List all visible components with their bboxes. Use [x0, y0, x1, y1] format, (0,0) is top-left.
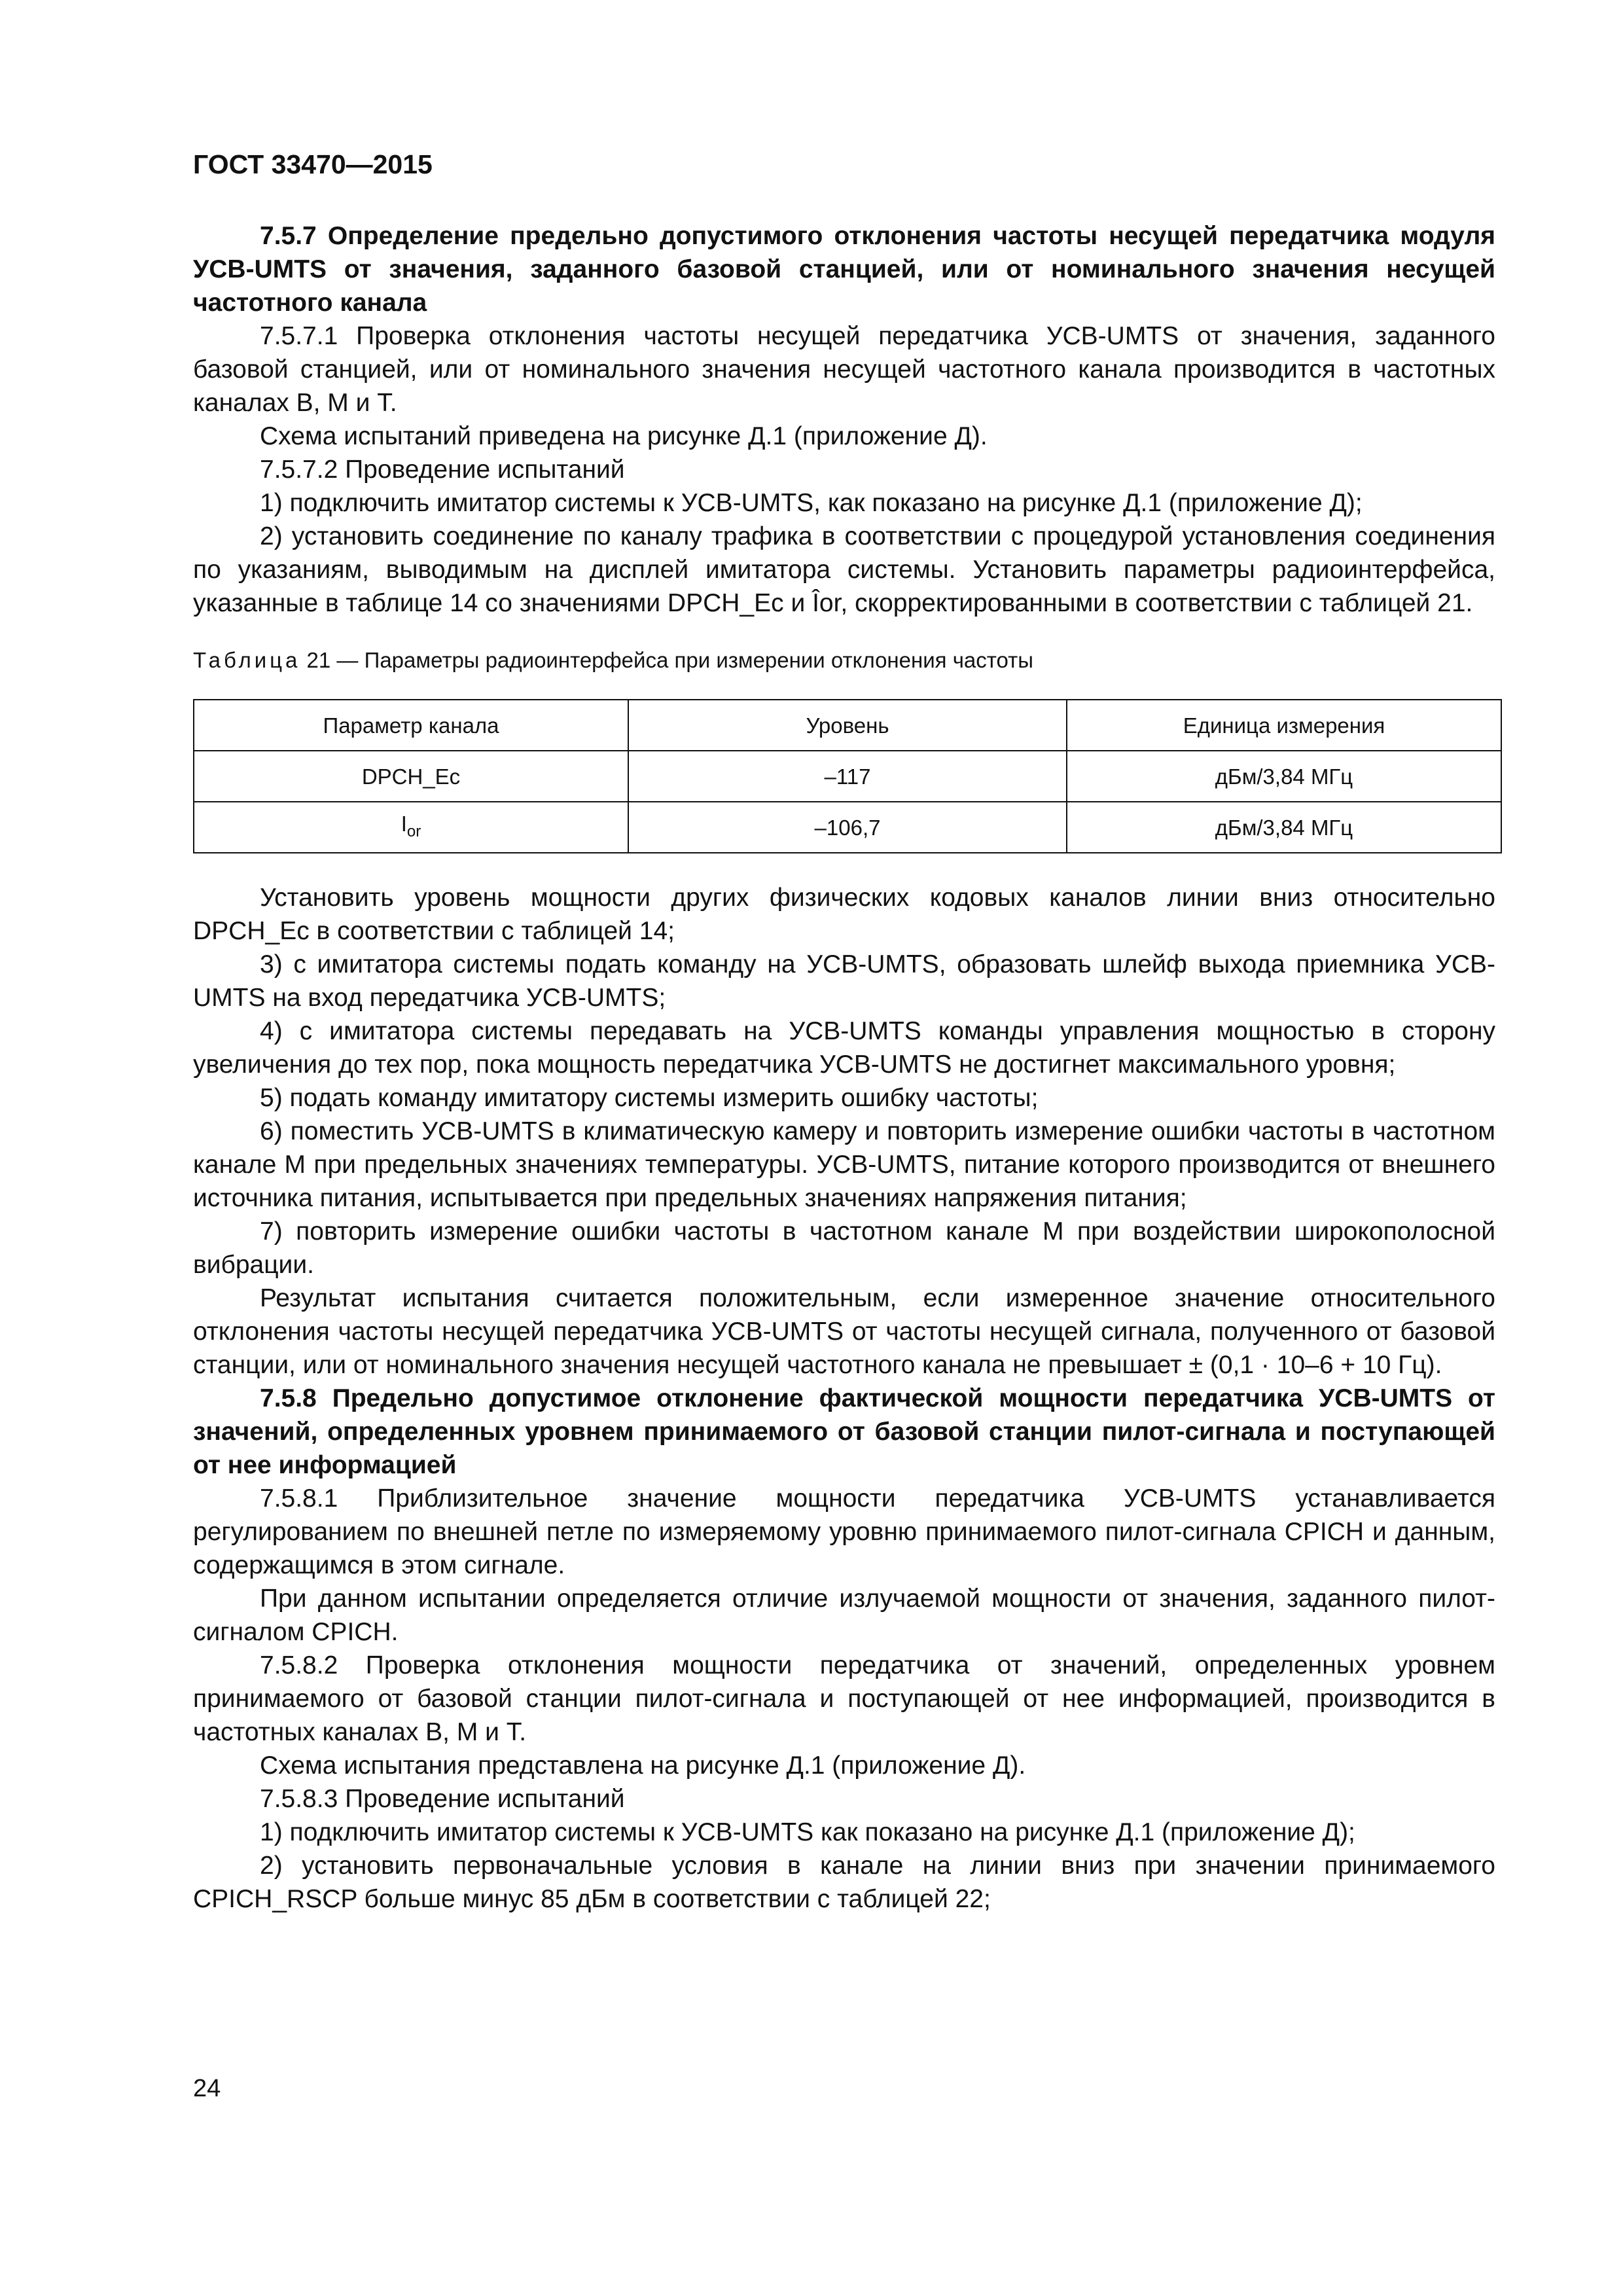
paragraph: 1) подключить имитатор системы к УСВ-UMTS, как показано на рисунке Д.1 (приложение Д);	[260, 489, 1363, 517]
table-caption-word: Таблица	[193, 648, 301, 672]
paragraph: 7.5.8.2 Проверка отклонения мощности передатчика от значений, определенных уровнем принимаемого от базовой станции пилот-сигнала и поступающей от нее информацией, производится в частотных каналах B, M и T.	[193, 1651, 1495, 1746]
paragraph: Схема испытаний приведена на рисунке Д.1 (приложение Д).	[260, 422, 988, 450]
paragraph: 7.5.7.2 Проведение испытаний	[260, 456, 625, 484]
table-header-row	[194, 700, 1501, 751]
table-cell-param	[194, 802, 628, 853]
page-content	[193, 219, 1495, 1916]
table-caption-text: 21 — Параметры радиоинтерфейса при измерении отклонения частоты	[300, 648, 1033, 672]
section-heading-7-5-8: 7.5.8 Предельно допустимое отклонение фактической мощности передатчика УСВ-UMTS от значений, определенных уровнем принимаемого от базовой станции пилот-сигнала и поступающей от нее информацией	[193, 1384, 1495, 1479]
paragraph: 1) подключить имитатор системы к УСВ-UMTS как показано на рисунке Д.1 (приложение Д);	[260, 1818, 1355, 1846]
paragraph: 2) установить первоначальные условия в канале на линии вниз при значении принимаемого CPICH_RSCP больше минус 85 дБм в соответствии с таблицей 22;	[193, 1852, 1495, 1913]
paragraph: 7) повторить измерение ошибки частоты в частотном канале M при воздействии широкополосной вибрации.	[193, 1217, 1495, 1279]
param-subscript: or	[406, 822, 421, 840]
table-cell-unit: дБм/3,84 МГц	[1067, 751, 1501, 802]
paragraph: Установить уровень мощности других физических кодовых каналов линии вниз относительно DPCH_Ec в соответствии с таблицей 14;	[193, 884, 1495, 945]
param-name: I	[401, 811, 407, 836]
table-header-cell: Уровень	[628, 700, 1067, 751]
standard-header: ГОСТ 33470—2015	[193, 149, 433, 179]
paragraph: 7.5.8.3 Проведение испытаний	[260, 1785, 625, 1813]
parameters-table	[193, 699, 1502, 853]
table-caption	[193, 643, 1495, 677]
paragraph: 5) подать команду имитатору системы измерить ошибку частоты;	[260, 1084, 1039, 1112]
paragraph: Схема испытания представлена на рисунке Д.1 (приложение Д).	[260, 1751, 1026, 1780]
table-cell-level: –106,7	[628, 802, 1067, 853]
table-row	[194, 802, 1501, 853]
param-name: DPCH_Ec	[361, 764, 461, 789]
paragraph: 2) установить соединение по каналу трафика в соответствии с процедурой установления соединения по указаниям, выводимым на дисплей имитатора системы. Установить параметры радиоинтерфейса, указанные в таблице 14 со значениями DPCH_Ec и Îor, скорректированными в соответствии с таблицей 21.	[193, 522, 1495, 617]
page-number: 24	[193, 2075, 221, 2102]
section-heading-7-5-7: 7.5.7 Определение предельно допустимого отклонения частоты несущей передатчика модуля УСВ-UMTS от значения, заданного базовой станцией, или от номинального значения несущей частотного канала	[193, 222, 1495, 317]
table-cell-unit: дБм/3,84 МГц	[1067, 802, 1501, 853]
paragraph: Результат испытания считается положительным, если измеренное значение относительного отклонения частоты несущей передатчика УСВ-UMTS от частоты несущей сигнала, полученного от базовой станции, или от номинального значения несущей частотного канала не превышает ± (0,1 · 10–6 + 10 Гц).	[193, 1284, 1495, 1379]
paragraph: 4) с имитатора системы передавать на УСВ-UMTS команды управления мощностью в сторону увеличения до тех пор, пока мощность передатчика УСВ-UMTS не достигнет максимального уровня;	[193, 1017, 1495, 1079]
paragraph: 7.5.7.1 Проверка отклонения частоты несущей передатчика УСВ-UMTS от значения, заданного базовой станцией, или от номинального значения несущей частотного канала производится в частотных каналах B, M и T.	[193, 322, 1495, 417]
table-cell-param	[194, 751, 628, 802]
paragraph: 6) поместить УСВ-UMTS в климатическую камеру и повторить измерение ошибки частоты в частотном канале M при предельных значениях температуры. УСВ-UMTS, питание которого производится от внешнего источника питания, испытывается при предельных значениях напряжения питания;	[193, 1117, 1495, 1212]
paragraph: 7.5.8.1 Приблизительное значение мощности передатчика УСВ-UMTS устанавливается регулированием по внешней петле по измеряемому уровню принимаемого пилот-сигнала CPICH и данным, содержащимся в этом сигнале.	[193, 1484, 1495, 1579]
paragraph: 3) с имитатора системы подать команду на УСВ-UMTS, образовать шлейф выхода приемника УСВ-UMTS на вход передатчика УСВ-UMTS;	[193, 950, 1495, 1012]
table-row	[194, 751, 1501, 802]
table-cell-level: –117	[628, 751, 1067, 802]
table-header-cell: Единица измерения	[1067, 700, 1501, 751]
paragraph: При данном испытании определяется отличие излучаемой мощности от значения, заданного пилот-сигналом CPICH.	[193, 1585, 1495, 1646]
table-header-cell: Параметр канала	[194, 700, 628, 751]
